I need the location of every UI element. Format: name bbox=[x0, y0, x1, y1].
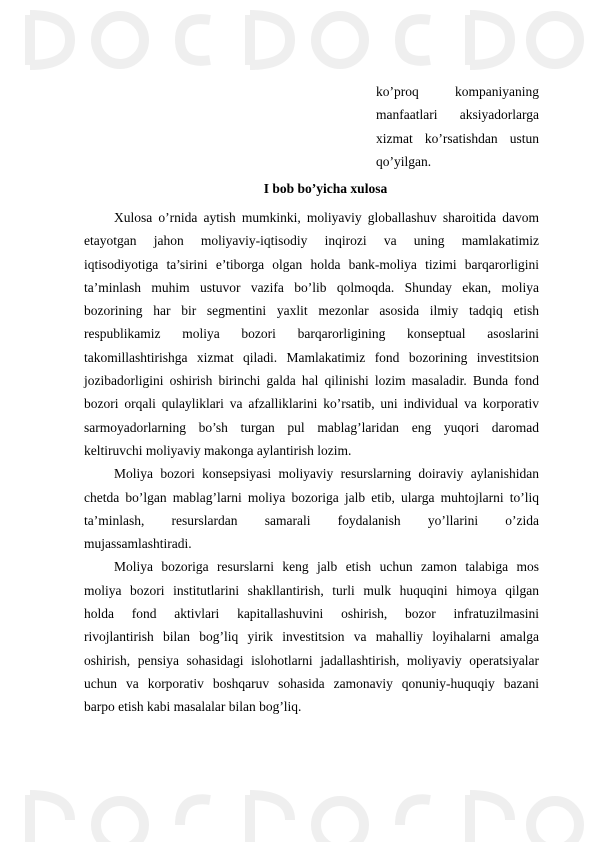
section-heading: I bob bo’yicha xulosa bbox=[263, 181, 388, 196]
text-line: bozorining har bir segmentini yaxlit mezonlar asosida ilmiy tadqiq etish bbox=[84, 303, 539, 319]
text-line: rivojlantirish bilan bog’liq yirik investitsion va mahalliy loyihalarni amalga bbox=[84, 629, 539, 645]
text-line: respublikamiz moliya bozori barqarorligining konseptual asoslarini bbox=[84, 326, 539, 342]
text-line: xizmat ko’rsatishdan ustun bbox=[376, 130, 539, 146]
text-line: moliya bozori institutlarini shakllantirish, turli mulk huquqini himoya qilgan bbox=[84, 582, 539, 598]
watermark-logo bbox=[470, 15, 579, 65]
text-line: barpo etish kabi masalalar bilan bog’liq. bbox=[84, 699, 302, 715]
text-line: iqtisodiyotiga ta’sirini e’tiborga olgan holda bank-moliya tizimi barqarorligini bbox=[84, 256, 539, 272]
text-line: oshirish, pensiya sohasidagi islohotlarni jadallashtirish, moliyaviy operatsiyalar bbox=[84, 652, 539, 668]
text-line: sarmoyadorlarning bo’sh turgan pul mablag’laridan eng yuqori daromad bbox=[84, 419, 539, 435]
paragraph bbox=[84, 206, 539, 462]
text-line: chetda bo’lgan mablag’larni moliya bozoriga jalb etib, ularga muhtojlarni to’liq bbox=[84, 489, 539, 505]
text-line: uchun va korporativ boshqaruv sohasida zamonaviy qonuniy-huquqiy bazani bbox=[84, 675, 539, 691]
text-line: Moliya bozoriga resurslarni keng jalb etish uchun zamon talabiga mos bbox=[114, 559, 539, 575]
text-line: takomillashtirishga xizmat qiladi. Mamlakatimiz fond bozorining investitsion bbox=[84, 349, 539, 365]
watermark-logo bbox=[250, 795, 430, 842]
watermark-logo bbox=[470, 795, 579, 842]
text-line: ta’minlash, resurslardan samarali foydalanish yo’llarini o’zida bbox=[84, 512, 539, 528]
text-line: qo’yilgan. bbox=[376, 153, 432, 169]
paragraph bbox=[84, 462, 539, 555]
text-line: manfaatlari aksiyadorlarga bbox=[376, 107, 539, 123]
watermark-logo bbox=[250, 15, 430, 65]
watermark-logo bbox=[30, 15, 210, 65]
text-line: ta’minlash muhim ustuvor vazifa bo’lib qolmoqda. Shunday ekan, moliya bbox=[84, 279, 539, 295]
text-line: keltiruvchi moliyaviy makonga aylantirish lozim. bbox=[84, 442, 352, 458]
paragraph bbox=[84, 555, 539, 718]
text-line: Xulosa o’rnida aytish mumkinki, moliyaviy globallashuv sharoitida davom bbox=[114, 210, 539, 225]
text-line: Moliya bozori konsepsiyasi moliyaviy resurslarning doiraviy aylanishidan bbox=[114, 466, 539, 482]
continued-paragraph bbox=[376, 80, 539, 173]
text-line: ko’proq kompaniyaning bbox=[376, 84, 539, 99]
text-line: bozori orqali qulayliklari va afzalliklarini ko’rsatib, uni individual va korporativ bbox=[84, 396, 539, 412]
text-line: etayotgan jahon moliyaviy-iqtisodiy inqirozi va uning mamlakatimiz bbox=[84, 233, 539, 249]
text-line: mujassamlashtiradi. bbox=[84, 536, 192, 552]
watermark-logo bbox=[30, 795, 210, 842]
body-text bbox=[84, 206, 539, 719]
text-line: jozibadorligini oshirish birinchi galda hal qilinishi lozim masaladir. Bunda fond bbox=[84, 373, 539, 389]
text-line: holda fond aktivlari kapitallashuvini oshirish, bozor infratuzilmasini bbox=[84, 606, 539, 622]
